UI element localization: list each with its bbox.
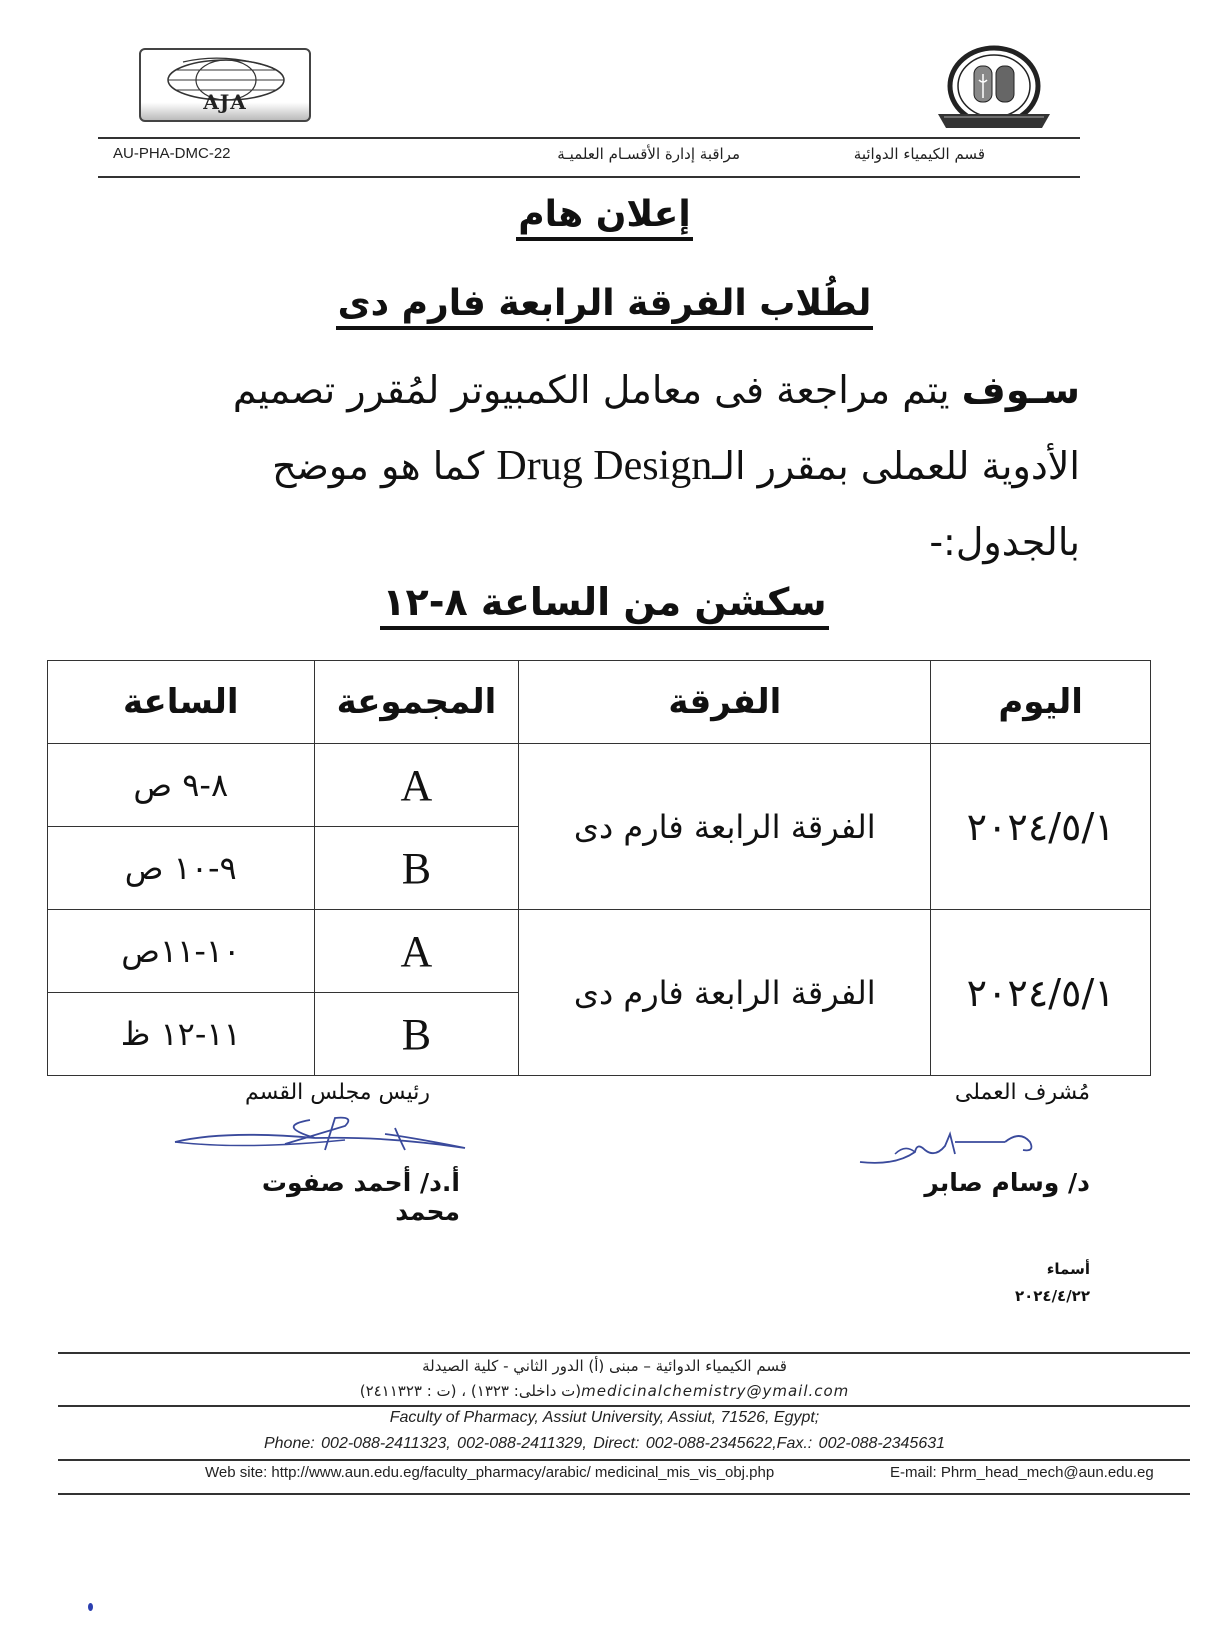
footer-dept-email[interactable]: medicinalchemistry@ymail.com [581,1382,850,1400]
cell-class: الفرقة الرابعة فارم دى [519,910,931,1076]
section-title: سكشن من الساعة ٨-١٢ [0,580,1209,624]
department-head-name: أ.د/ أحمد صفوت محمد [261,1168,460,1226]
preparer-date: ٢٠٢٤/٤/٢٢ [1014,1287,1090,1305]
announcement-body [120,352,1080,580]
footer-rule-3 [58,1459,1190,1461]
cell-class: الفرقة الرابعة فارم دى [519,744,931,910]
scientific-departments-label: مراقبة إدارة الأقسـام العلميـة [557,145,740,163]
aja-logo [139,48,311,122]
cell-group: B [314,993,519,1076]
header-time: الساعة [48,661,315,744]
footer-phones: Phone: 002-088-2411323, 002-088-2411329, Direct: 002-088-2345622,Fax.: 002-088-2345631 [263,1435,946,1452]
cell-group: B [314,827,519,910]
footer-address-ar: قسم الكيمياء الدوائية – مبنى (أ) الدور الثاني - كلية الصيدلة [422,1357,787,1375]
department-head-signature [165,1108,485,1168]
body-line-2: الأدوية للعملى بمقرر الـDrug Design كما هو موضح [272,443,1080,489]
department-head-label: رئيس مجلس القسم [245,1080,430,1105]
header-group: المجموعة [314,661,519,744]
cell-day: ٢٠٢٤/٥/١ [931,744,1151,910]
header-day: اليوم [931,661,1151,744]
cell-time: ٨-٩ ص [48,744,315,827]
footer-email-link[interactable]: E-mail: Phrm_head_mech@aun.edu.eg [890,1464,1154,1481]
footer-rule-2 [58,1405,1190,1407]
table-header-row [48,661,1151,744]
header-rule-bottom [98,176,1080,178]
footer-contact-ar [0,1382,1209,1400]
footer-phone-ar: (ت داخلى: ١٣٢٣) ، (ت : ٢٤١١٣٢٣) [359,1382,582,1400]
aja-logo-text: AJA [203,90,247,114]
footer-faculty-address: Faculty of Pharmacy, Assiut University, Assiut, 71526, Egypt; [389,1409,820,1426]
footer-rule-1 [58,1352,1190,1354]
cell-group: A [314,744,519,827]
announcement-audience: لطُلاب الفرقة الرابعة فارم دى [0,283,1209,324]
cell-day: ٢٠٢٤/٥/١ [931,910,1151,1076]
document-code: AU-PHA-DMC-22 [113,145,231,162]
table-row [48,910,1151,993]
header-rule-top [98,137,1080,139]
supervisor-signature [855,1122,1055,1172]
supervisor-name: د/ وسام صابر [924,1168,1090,1197]
body-line-1: سـوف يتم مراجعة فى معامل الكمبيوتر لمُقرر تصميم [232,368,1080,412]
cell-time: ٩-١٠ ص [48,827,315,910]
ink-speck [88,1603,93,1611]
department-label: قسم الكيمياء الدوائية [853,145,985,163]
header-class: الفرقة [519,661,931,744]
preparer-name: أسماء [1046,1260,1090,1278]
course-name: Drug Design [496,443,713,489]
cell-time: ١١-١٢ ظ [48,993,315,1076]
body-line-3: بالجدول:- [929,520,1080,564]
cell-time: ١٠-١١ص [48,910,315,993]
footer-rule-4 [58,1493,1190,1495]
cell-group: A [314,910,519,993]
table-row [48,744,1151,827]
seal-emblem-icon [930,44,1058,136]
footer-website-link[interactable]: Web site: http://www.aun.edu.eg/faculty_pharmacy/arabic/ medicinal_mis_vis_obj.php [205,1464,775,1481]
supervisor-label: مُشرف العملى [954,1080,1090,1105]
announcement-title: إعلان هام [0,194,1209,235]
university-seal [930,44,1058,136]
schedule-table [47,660,1151,1076]
